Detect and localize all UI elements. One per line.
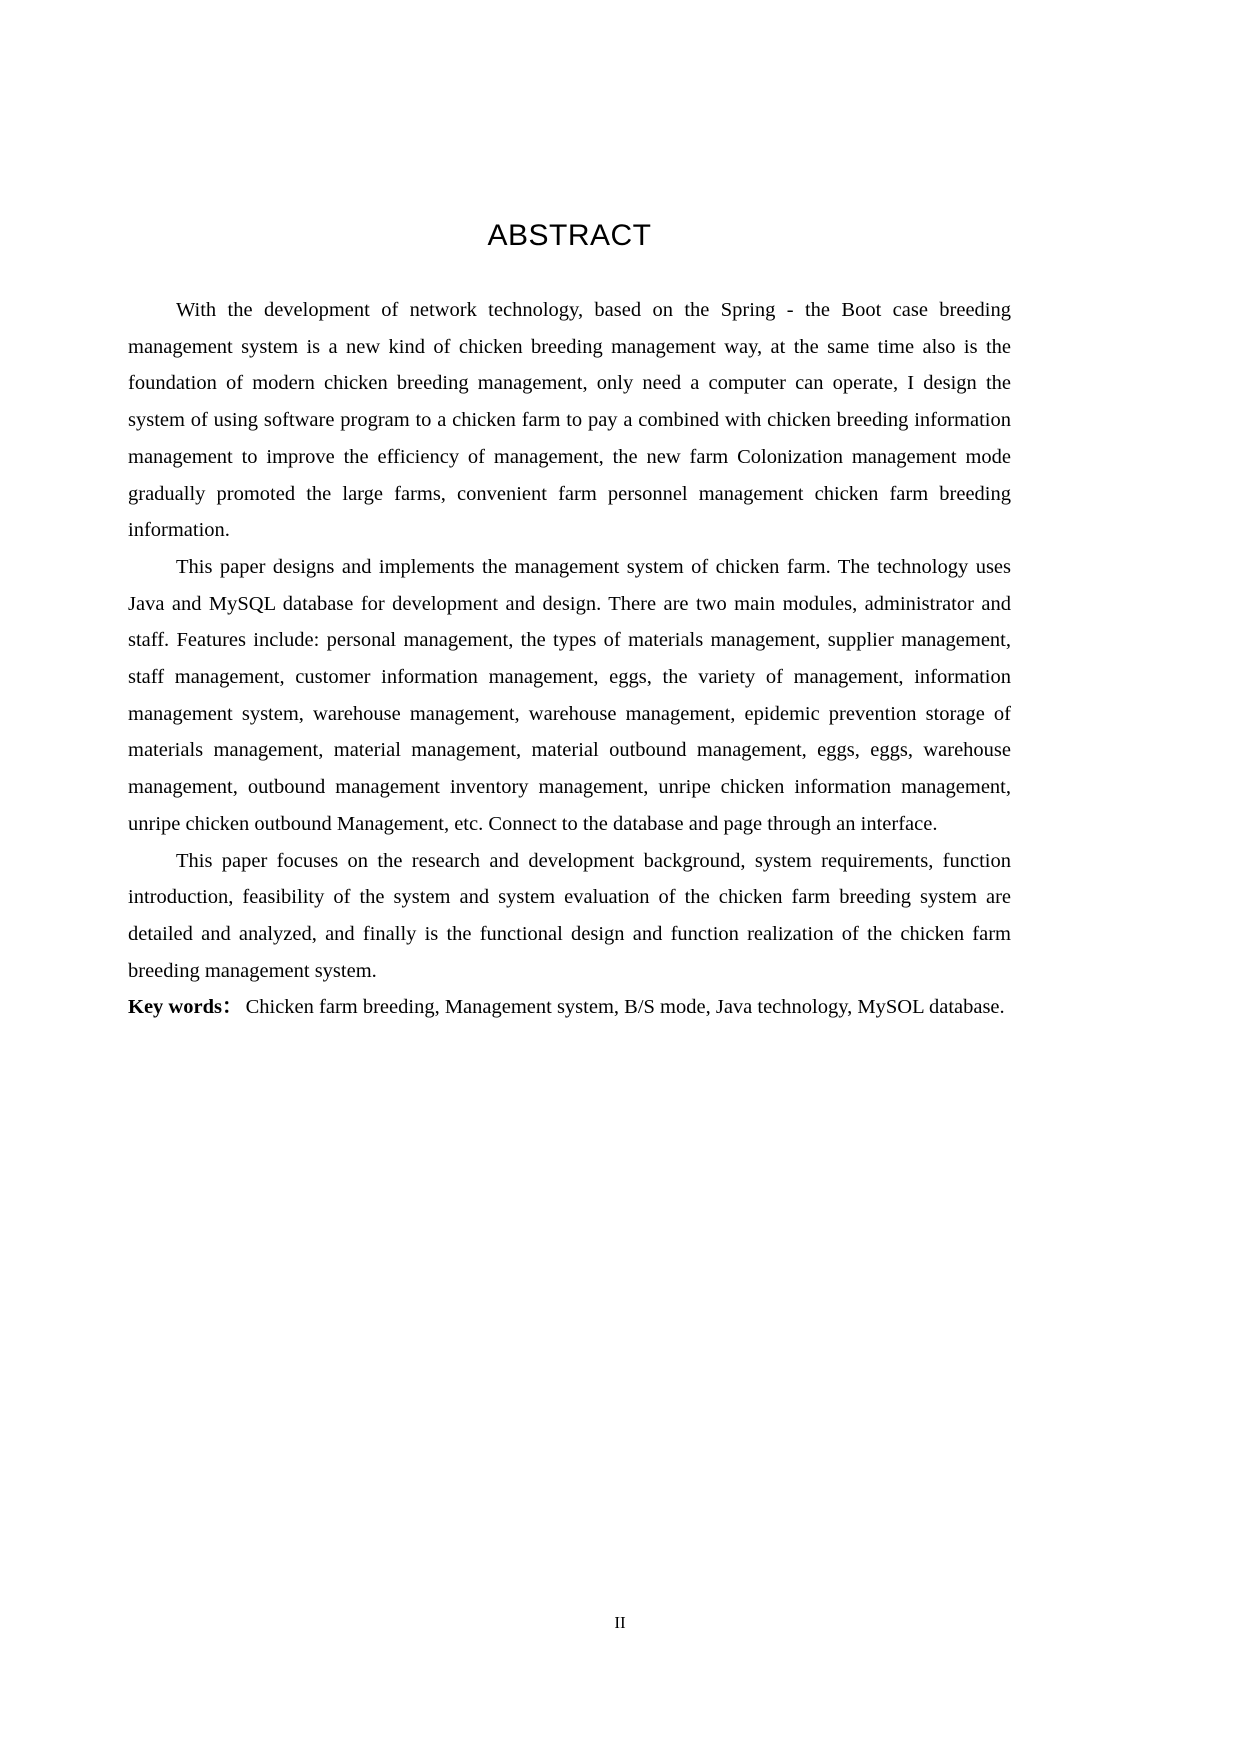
- page-title: ABSTRACT: [487, 219, 652, 252]
- page-number-footer: II: [614, 1613, 626, 1632]
- abstract-body: [128, 292, 1011, 1026]
- abstract-paragraph-1: With the development of network technology, based on the Spring - the Boot case breeding management system is a new kind of chicken breeding management way, at the same time also is the foundation of modern chicken breeding management, only need a computer can operate, I design the system of using software program to a chicken farm to pay a combined with chicken breeding information management to improve the efficiency of management, the new farm Colonization management mode gradually promoted the large farms, convenient farm personnel management chicken farm breeding information.: [128, 299, 1011, 542]
- keywords-label: Key words: [128, 996, 222, 1019]
- abstract-paragraph-2: This paper designs and implements the management system of chicken farm. The technology uses Java and MySQL database for development and design. There are two main modules, administrator and staff. Features include: personal management, the types of materials management, supplier management, staff management, customer information management, eggs, the variety of management, information management system, warehouse management, warehouse management, epidemic prevention storage of materials management, material management, material outbound management, eggs, eggs, warehouse management, outbound management inventory management, unripe chicken information management, unripe chicken outbound Management, etc. Connect to the database and page through an interface.: [128, 555, 1011, 835]
- abstract-paragraph-3: This paper focuses on the research and development background, system requirements, function introduction, feasibility of the system and system evaluation of the chicken farm breeding system are detailed and analyzed, and finally is the functional design and function realization of the chicken farm breeding management system.: [128, 849, 1011, 982]
- keywords-colon: ：: [221, 996, 241, 1019]
- keywords-line: [128, 989, 1011, 1026]
- keywords-value: Chicken farm breeding, Management system, B/S mode, Java technology, MySOL database.: [245, 996, 1005, 1019]
